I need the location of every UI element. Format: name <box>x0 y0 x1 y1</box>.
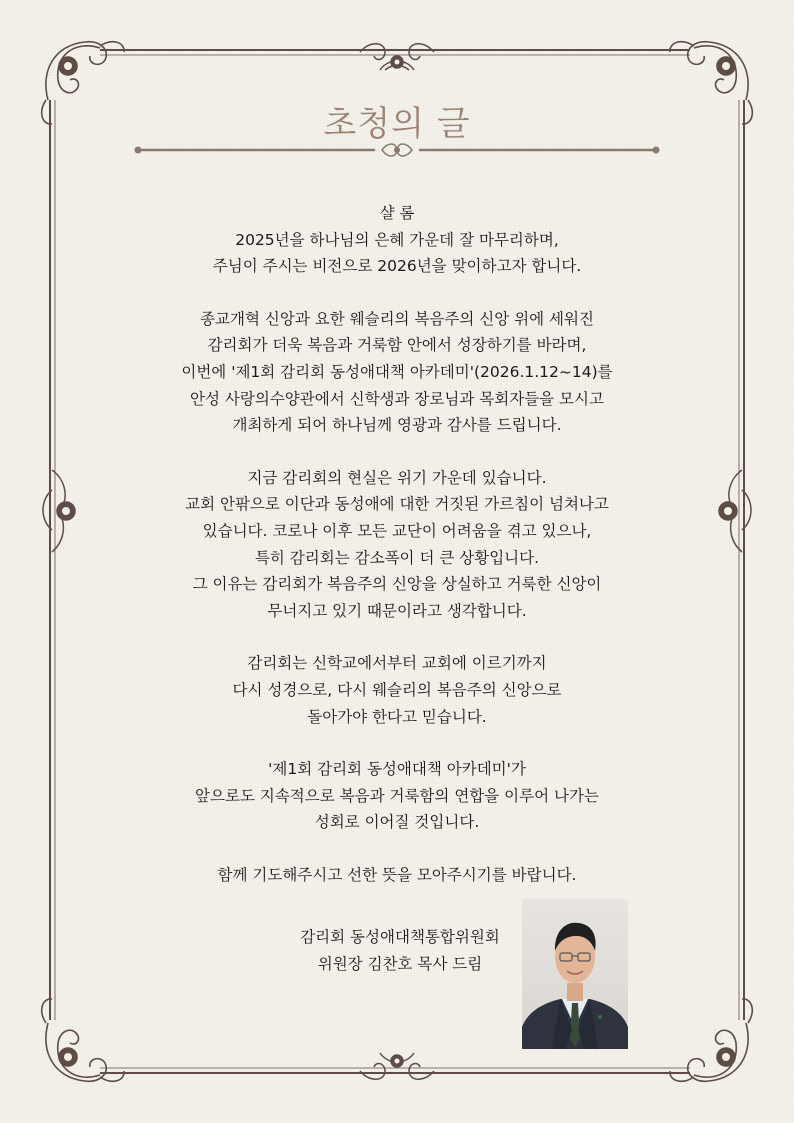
paragraph-line: 종교개혁 신앙과 요한 웨슬리의 복음주의 신앙 위에 세워진 <box>200 309 594 328</box>
paragraph-line: 개최하게 되어 하나님께 영광과 감사를 드립니다. <box>232 416 562 435</box>
paragraph-line: 특히 감리회는 감소폭이 더 큰 상황입니다. <box>254 548 540 567</box>
greeting: 샬 롬 <box>379 204 415 222</box>
paragraph-line: 다시 성경으로, 다시 웨슬리의 복음주의 신앙으로 <box>232 680 562 699</box>
paragraph-line: 돌아가야 한다고 믿습니다. <box>307 707 487 726</box>
portrait-illustration <box>522 899 628 1049</box>
paragraph-line: 교회 안팎으로 이단과 동성애에 대한 거짓된 가르침이 넘쳐나고 <box>185 495 609 514</box>
paragraph-line: 주님이 주시는 비전으로 2026년을 맞이하고자 합니다. <box>212 257 582 276</box>
bottom-center-ornament <box>360 1053 434 1079</box>
corner-ornament-bottom-left <box>42 999 124 1081</box>
paragraph-line: 앞으로도 지속적으로 복음과 거룩함의 연합을 이루어 나가는 <box>195 786 599 805</box>
letter-body <box>100 200 694 888</box>
portrait-photo <box>522 899 628 1049</box>
paragraph-line: 2025년을 하나님의 은혜 가운데 잘 마무리하며, <box>235 230 559 249</box>
paragraph-line: 이번에 '제1회 감리회 동성애대책 아카데미'(2026.1.12~14)를 <box>181 362 613 381</box>
paragraph-line: 감리회가 더욱 복음과 거룩함 안에서 성장하기를 바라며, <box>207 336 587 355</box>
paragraph-line: 그 이유는 감리회가 복음주의 신앙을 상실하고 거룩한 신앙이 <box>192 575 602 594</box>
paragraph-line: 함께 기도해주시고 선한 뜻을 모아주시기를 바랍니다. <box>217 865 577 884</box>
corner-ornament-bottom-right <box>670 999 752 1081</box>
right-middle-ornament <box>719 470 751 552</box>
page-title: 초청의 글 <box>323 104 471 144</box>
paragraph-line: 있습니다. 코로나 이후 모든 교단이 어려움을 겪고 있으나, <box>202 521 592 540</box>
signature-name: 위원장 김찬호 목사 드림 <box>317 955 483 973</box>
top-center-ornament <box>360 44 434 70</box>
signature-block <box>250 924 550 978</box>
paragraph-line: 안성 사랑의수양관에서 신학생과 장로님과 목회자들을 모시고 <box>190 389 604 408</box>
paragraph-line: 무너지고 있기 때문이라고 생각합니다. <box>267 601 527 620</box>
paragraph-line: 감리회는 신학교에서부터 교회에 이르기까지 <box>247 654 547 673</box>
paragraph-line: '제1회 감리회 동성애대책 아카데미'가 <box>268 760 526 779</box>
paragraph-line: 성회로 이어질 것입니다. <box>314 813 480 832</box>
signature-organization: 감리회 동성애대책통합위원회 <box>300 928 500 946</box>
left-middle-ornament <box>43 470 75 552</box>
paragraph-line: 지금 감리회의 현실은 위기 가운데 있습니다. <box>247 468 547 487</box>
title-divider-ornament <box>130 140 664 160</box>
